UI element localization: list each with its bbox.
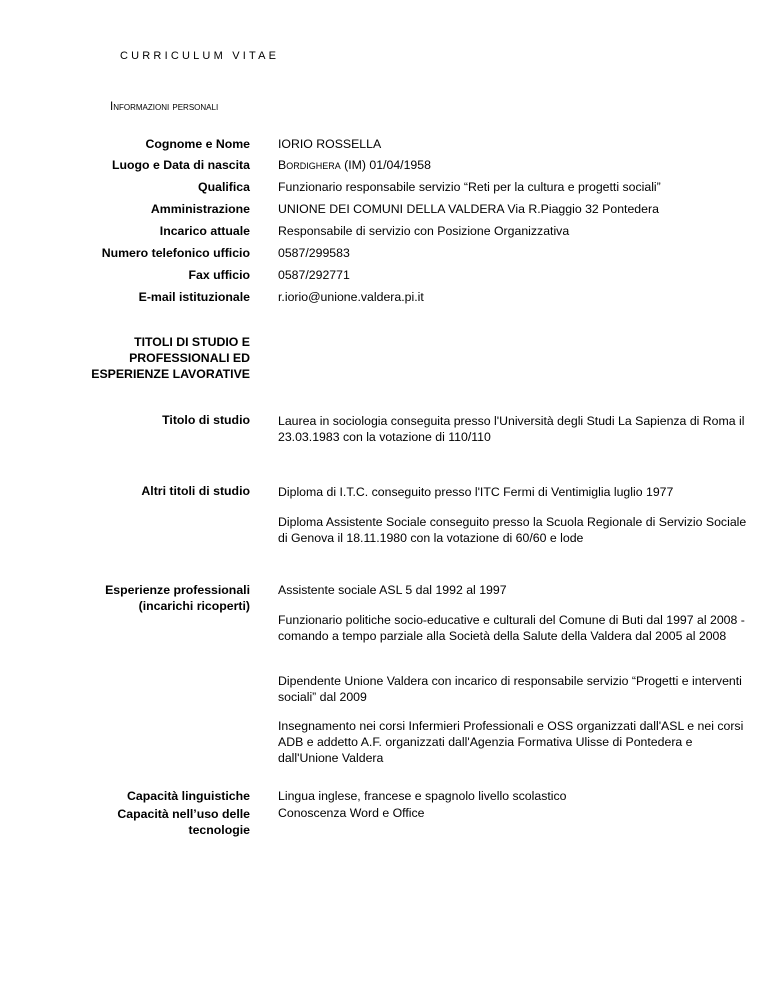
value-office-fax: 0587/292771 <box>278 268 350 282</box>
experience-item: Funzionario politiche socio-educative e culturali del Comune di Buti dal 1997 al 2008 - comando a tempo parziale alla Società della Salute della Valdera dal 2005 al 2008 <box>278 613 745 643</box>
label-degree: Titolo di studio <box>162 413 250 427</box>
label-administration: Amministrazione <box>150 202 250 216</box>
label-current-role: Incarico attuale <box>159 224 250 238</box>
heading-line-3: ESPERIENZE LAVORATIVE <box>91 367 250 381</box>
other-degree-item: Diploma di I.T.C. conseguito presso l'ITC Fermi di Ventimiglia luglio 1977 <box>278 485 674 499</box>
value-current-role: Responsabile di servizio con Posizione Organizzativa <box>278 224 570 238</box>
document-title: CURRICULUM VITAE <box>120 50 280 62</box>
value-degree: Laurea in sociologia conseguita presso l'Università degli Studi La Sapienza di Roma il 23.03.1983 con la votazione di 110/110 <box>278 414 745 444</box>
label-birth-place-date: Luogo e Data di nascita <box>111 158 250 172</box>
tech-label-line-2: tecnologie <box>188 823 250 837</box>
value-office-phone: 0587/299583 <box>278 246 350 260</box>
value-qualification: Funzionario responsabile servizio “Reti per la cultura e progetti sociali” <box>278 180 661 194</box>
label-institutional-email: E-mail istituzionale <box>138 290 250 304</box>
section-heading-personal-info: Informazioni personali <box>110 101 219 113</box>
value-administration: UNIONE DEI COMUNI DELLA VALDERA Via R.Piaggio 32 Pontedera <box>278 202 659 216</box>
heading-line-2: PROFESSIONALI ED <box>129 351 250 365</box>
label-full-name: Cognome e Nome <box>145 137 250 151</box>
label-office-phone: Numero telefonico ufficio <box>101 246 250 260</box>
label-technology-skills <box>117 806 250 838</box>
birth-province-date: (IM) 01/04/1958 <box>340 158 431 172</box>
section-heading-studies-experience <box>91 334 250 382</box>
tech-label-line-1: Capacità nell’uso delle <box>117 807 250 821</box>
experience-item: Insegnamento nei corsi Infermieri Professionali e OSS organizzati dall'ASL e nei corsi ADB e addetto A.F. organizzati dall'Agenzia Formativa Ulisse di Pontedera e dall'Unione Valdera <box>278 719 744 765</box>
other-degree-item: Diploma Assistente Sociale conseguito presso la Scuola Regionale di Servizio Sociale di Genova il 18.11.1980 con la votazione di 60/60 e lode <box>278 515 747 545</box>
label-qualification: Qualifica <box>198 180 250 194</box>
experience-label-line-2: (incarichi ricoperti) <box>138 599 250 613</box>
value-languages: Lingua inglese, francese e spagnolo livello scolastico <box>278 789 567 803</box>
value-technology-skills: Conoscenza Word e Office <box>278 806 425 820</box>
value-institutional-email: r.iorio@unione.valdera.pi.it <box>278 290 424 304</box>
birth-place: Bordighera <box>278 158 341 172</box>
label-languages: Capacità linguistiche <box>127 789 250 803</box>
heading-line-1: TITOLI DI STUDIO E <box>134 335 250 349</box>
experience-item: Dipendente Unione Valdera con incarico di responsabile servizio “Progetti e interventi sociali” dal 2009 <box>278 674 742 704</box>
label-office-fax: Fax ufficio <box>188 268 250 282</box>
experience-item: Assistente sociale ASL 5 dal 1992 al 1997 <box>278 583 507 597</box>
experience-label-line-1: Esperienze professionali <box>105 583 250 597</box>
label-professional-experience <box>105 582 250 614</box>
label-other-degrees: Altri titoli di studio <box>141 484 250 498</box>
value-birth-place-date <box>278 158 431 173</box>
value-full-name: IORIO ROSSELLA <box>278 137 382 151</box>
